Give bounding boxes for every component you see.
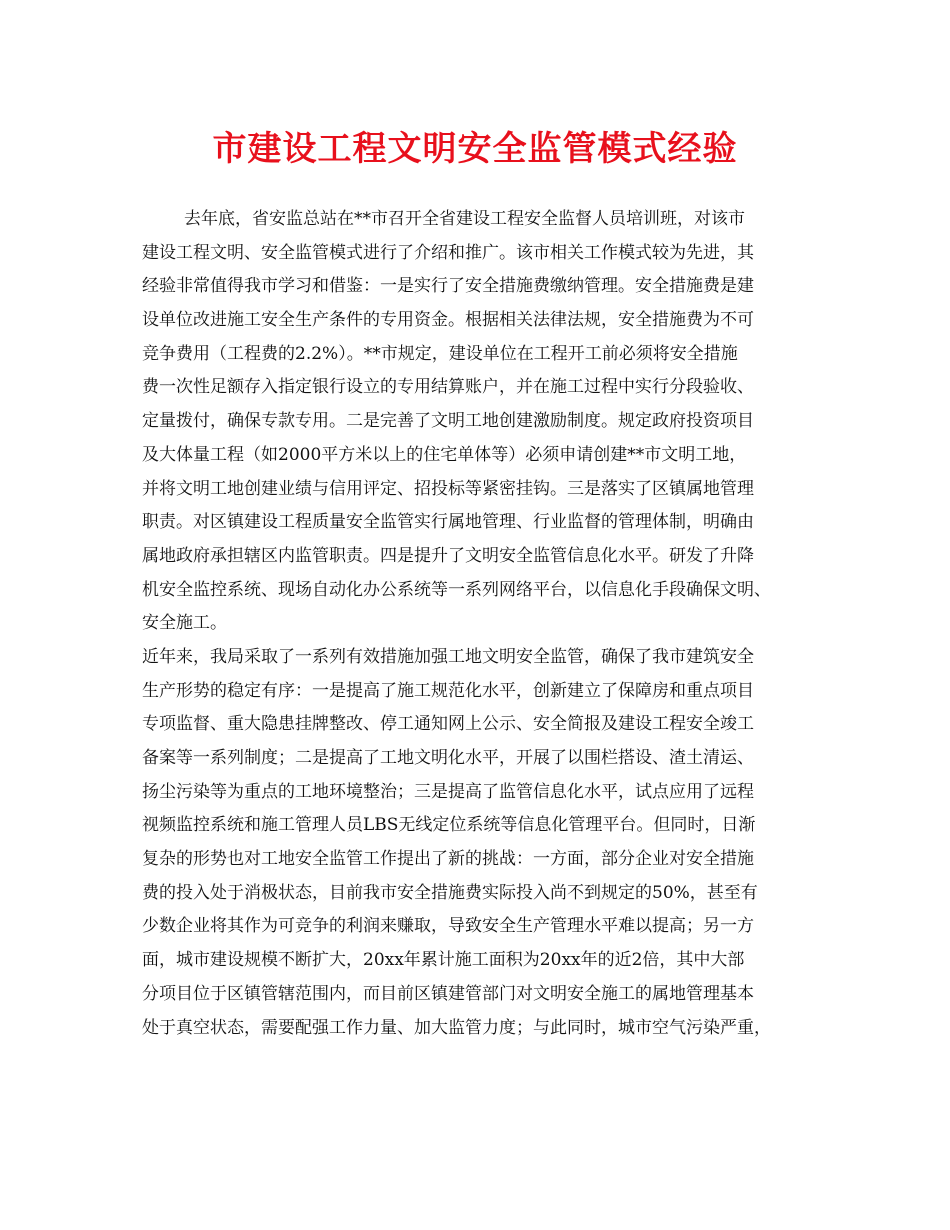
paragraph-line: 近年来，我局采取了一系列有效措施加强工地文明安全监管，确保了我市建筑安全 [142, 646, 754, 667]
paragraph-line: 安全施工。 [142, 613, 227, 634]
paragraph-line: 扬尘污染等为重点的工地环境整治；三是提高了监管信息化水平，试点应用了远程 [142, 781, 754, 802]
paragraph-line: 视频监控系统和施工管理人员LBS无线定位系统等信息化管理平台。但同时，日渐 [142, 815, 756, 836]
paragraph-line: 去年底，省安监总站在**市召开全省建设工程安全监督人员培训班，对该市 [184, 209, 745, 229]
paragraph-line: 定量拨付，确保专款专用。二是完善了文明工地创建激励制度。规定政府投资项目 [142, 411, 754, 432]
paragraph-line: 职责。对区镇建设工程质量安全监管实行属地管理、行业监督的管理体制，明确由 [142, 512, 754, 533]
paragraph-2 [142, 641, 822, 1045]
paragraph-line: 竞争费用（工程费的2.2%）。**市规定，建设单位在工程开工前必须将安全措施 [142, 343, 738, 364]
paragraph-line: 备案等一系列制度；二是提高了工地文明化水平，开展了以围栏搭设、渣土清运、 [142, 748, 754, 768]
paragraph-line: 机安全监控系统、现场自动化办公系统等一系列网络平台，以信息化手段确保文明、 [142, 579, 771, 600]
paragraph-line: 建设工程文明、安全监管模式进行了介绍和推广。该市相关工作模式较为先进，其 [142, 242, 754, 263]
paragraph-line: 少数企业将其作为可竞争的利润来赚取，导致安全生产管理水平难以提高；另一方 [142, 916, 754, 937]
paragraph-line: 设单位改进施工安全生产条件的专用资金。根据相关法律法规，安全措施费为不可 [142, 310, 754, 331]
paragraph-line: 复杂的形势也对工地安全监管工作提出了新的挑战：一方面，部分企业对安全措施 [142, 849, 754, 870]
paragraph-line: 处于真空状态，需要配强工作力量、加大监管力度；与此同时，城市空气污染严重， [142, 1017, 771, 1038]
paragraph-line: 及大体量工程（如2000平方米以上的住宅单体等）必须申请创建**市文明工地， [142, 444, 747, 465]
document-body [142, 203, 822, 1045]
paragraph-line: 属地政府承担辖区内监管职责。四是提升了文明安全监管信息化水平。研发了升降 [142, 545, 754, 566]
paragraph-line: 生产形势的稳定有序：一是提高了施工规范化水平，创新建立了保障房和重点项目 [142, 680, 754, 701]
paragraph-line: 分项目位于区镇管辖范围内，而目前区镇建管部门对文明安全施工的属地管理基本 [142, 983, 754, 1004]
paragraph-line: 经验非常值得我市学习和借鉴：一是实行了安全措施费缴纳管理。安全措施费是建 [142, 276, 754, 297]
document-title: 市建设工程文明安全监管模式经验 [212, 129, 738, 169]
paragraph-1 [142, 203, 822, 641]
paragraph-line: 面，城市建设规模不断扩大，20xx年累计施工面积为20xx年的近2倍，其中大部 [142, 950, 745, 971]
paragraph-line: 费一次性足额存入指定银行设立的专用结算账户，并在施工过程中实行分段验收、 [142, 377, 754, 398]
paragraph-line: 费的投入处于消极状态，目前我市安全措施费实际投入尚不到规定的50%，甚至有 [142, 882, 758, 903]
paragraph-line: 专项监督、重大隐患挂牌整改、停工通知网上公示、安全简报及建设工程安全竣工 [142, 714, 754, 735]
paragraph-line: 并将文明工地创建业绩与信用评定、招投标等紧密挂钩。三是落实了区镇属地管理 [142, 478, 754, 499]
